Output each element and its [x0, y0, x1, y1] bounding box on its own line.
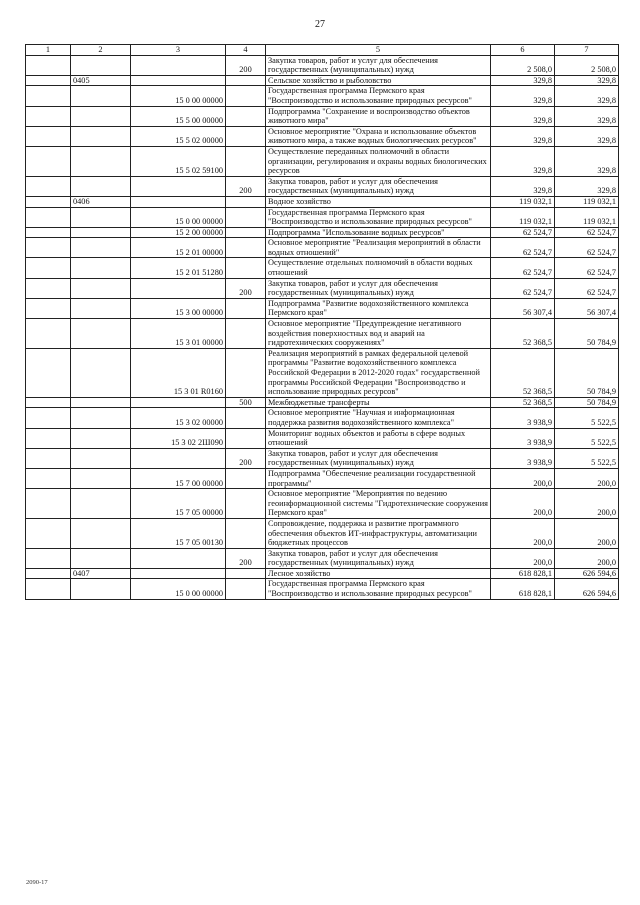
target-code: 15 3 01 R0160: [131, 348, 226, 397]
cell-col1: [26, 196, 71, 207]
item-name: Осуществление отдельных полномочий в области водных отношений: [266, 258, 491, 278]
cell-col1: [26, 258, 71, 278]
column-header: 7: [555, 45, 619, 56]
expense-type-code: [226, 106, 266, 126]
item-name: Сопровождение, поддержка и развитие программного обеспечения объектов ИТ-инфраструктуры, автоматизации бюджетных процессов: [266, 518, 491, 548]
amount-2018: 56 307,4: [491, 298, 555, 318]
amount-2019: 5 522,5: [555, 448, 619, 468]
target-code: 15 0 00 00000: [131, 579, 226, 599]
amount-2018: 2 508,0: [491, 55, 555, 75]
column-header: 6: [491, 45, 555, 56]
table-row: [26, 579, 619, 599]
amount-2019: 329,8: [555, 176, 619, 196]
amount-2019: 200,0: [555, 548, 619, 568]
expense-type-code: [226, 468, 266, 488]
amount-2019: 329,8: [555, 146, 619, 176]
expense-type-code: [226, 408, 266, 428]
amount-2019: 200,0: [555, 468, 619, 488]
target-code: [131, 55, 226, 75]
target-code: 15 0 00 00000: [131, 86, 226, 106]
expense-type-code: [226, 319, 266, 349]
target-code: [131, 75, 226, 86]
column-header: 5: [266, 45, 491, 56]
expense-type-code: [226, 518, 266, 548]
cell-col1: [26, 207, 71, 227]
amount-2018: 329,8: [491, 146, 555, 176]
target-code: 15 3 00 00000: [131, 298, 226, 318]
expense-type-code: [226, 227, 266, 238]
table-row: [26, 348, 619, 397]
item-name: Подпрограмма "Использование водных ресурсов": [266, 227, 491, 238]
target-code: [131, 278, 226, 298]
item-name: Лесное хозяйство: [266, 568, 491, 579]
section-code: 0406: [71, 196, 131, 207]
amount-2018: 119 032,1: [491, 196, 555, 207]
expense-type-code: 200: [226, 55, 266, 75]
expense-type-code: [226, 568, 266, 579]
section-code: [71, 278, 131, 298]
section-code: [71, 579, 131, 599]
cell-col1: [26, 448, 71, 468]
section-code: [71, 207, 131, 227]
section-code: [71, 298, 131, 318]
item-name: Государственная программа Пермского края "Воспроизводство и использование природных ресурсов": [266, 579, 491, 599]
cell-col1: [26, 126, 71, 146]
amount-2018: 329,8: [491, 86, 555, 106]
cell-col1: [26, 348, 71, 397]
cell-col1: [26, 298, 71, 318]
cell-col1: [26, 518, 71, 548]
amount-2018: 329,8: [491, 106, 555, 126]
target-code: 15 2 00 00000: [131, 227, 226, 238]
column-header: 2: [71, 45, 131, 56]
section-code: [71, 408, 131, 428]
amount-2018: 618 828,1: [491, 579, 555, 599]
expense-type-code: [226, 258, 266, 278]
expense-type-code: [226, 75, 266, 86]
table-row: [26, 176, 619, 196]
target-code: [131, 397, 226, 408]
amount-2019: 50 784,9: [555, 397, 619, 408]
section-code: 0405: [71, 75, 131, 86]
page-number: 27: [315, 19, 325, 30]
table-row: [26, 227, 619, 238]
amount-2018: 62 524,7: [491, 258, 555, 278]
amount-2018: 329,8: [491, 75, 555, 86]
expense-type-code: [226, 126, 266, 146]
cell-col1: [26, 468, 71, 488]
table-row: [26, 518, 619, 548]
table-row: [26, 75, 619, 86]
table-row: [26, 146, 619, 176]
cell-col1: [26, 278, 71, 298]
section-code: [71, 106, 131, 126]
cell-col1: [26, 408, 71, 428]
amount-2018: 329,8: [491, 126, 555, 146]
amount-2018: 62 524,7: [491, 227, 555, 238]
expense-type-code: [226, 196, 266, 207]
expense-type-code: 200: [226, 278, 266, 298]
cell-col1: [26, 227, 71, 238]
cell-col1: [26, 55, 71, 75]
section-code: [71, 489, 131, 519]
amount-2018: 618 828,1: [491, 568, 555, 579]
table-row: [26, 548, 619, 568]
item-name: Водное хозяйство: [266, 196, 491, 207]
table-row: [26, 207, 619, 227]
table-row: [26, 238, 619, 258]
item-name: Основное мероприятие "Мероприятия по ведению геоинформационной системы "Гидротехнические сооружения Пермского края": [266, 489, 491, 519]
expense-type-code: 200: [226, 548, 266, 568]
section-code: [71, 176, 131, 196]
section-code: [71, 448, 131, 468]
item-name: Мониторинг водных объектов и работы в сфере водных отношений: [266, 428, 491, 448]
column-header-row: [26, 45, 619, 56]
table-row: [26, 319, 619, 349]
target-code: [131, 568, 226, 579]
expense-type-code: [226, 86, 266, 106]
cell-col1: [26, 579, 71, 599]
target-code: 15 3 02 00000: [131, 408, 226, 428]
amount-2019: 62 524,7: [555, 238, 619, 258]
cell-col1: [26, 428, 71, 448]
item-name: Закупка товаров, работ и услуг для обеспечения государственных (муниципальных) нужд: [266, 55, 491, 75]
table-row: [26, 428, 619, 448]
table-row: [26, 196, 619, 207]
budget-table: [25, 44, 619, 600]
expense-type-code: [226, 348, 266, 397]
item-name: Закупка товаров, работ и услуг для обеспечения государственных (муниципальных) нужд: [266, 548, 491, 568]
cell-col1: [26, 176, 71, 196]
cell-col1: [26, 86, 71, 106]
section-code: [71, 55, 131, 75]
amount-2019: 50 784,9: [555, 319, 619, 349]
target-code: 15 7 05 00000: [131, 489, 226, 519]
item-name: Реализация мероприятий в рамках федеральной целевой программы "Развитие водохозяйственного комплекса Российской Федерации в 2012-2020 годах" государственной программы Российской Федерации "Воспроизводство и использование природных ресурсов": [266, 348, 491, 397]
table-row: [26, 489, 619, 519]
section-code: [71, 348, 131, 397]
table-row: [26, 298, 619, 318]
amount-2018: 52 368,5: [491, 348, 555, 397]
amount-2019: 50 784,9: [555, 348, 619, 397]
section-code: [71, 146, 131, 176]
item-name: Подпрограмма "Развитие водохозяйственного комплекса Пермского края": [266, 298, 491, 318]
expense-type-code: [226, 207, 266, 227]
cell-col1: [26, 75, 71, 86]
cell-col1: [26, 319, 71, 349]
section-code: [71, 238, 131, 258]
section-code: [71, 319, 131, 349]
footer-code: 2090-17: [26, 879, 48, 886]
table-row: [26, 258, 619, 278]
expense-type-code: [226, 489, 266, 519]
item-name: Государственная программа Пермского края "Воспроизводство и использование природных ресурсов": [266, 207, 491, 227]
amount-2018: 119 032,1: [491, 207, 555, 227]
expense-type-code: [226, 298, 266, 318]
amount-2019: 626 594,6: [555, 579, 619, 599]
item-name: Государственная программа Пермского края "Воспроизводство и использование природных ресурсов": [266, 86, 491, 106]
amount-2018: 200,0: [491, 548, 555, 568]
item-name: Осуществление переданных полномочий в области организации, регулирования и охраны водных биологических ресурсов: [266, 146, 491, 176]
section-code: [71, 397, 131, 408]
table-row: [26, 55, 619, 75]
target-code: 15 7 05 00130: [131, 518, 226, 548]
table-row: [26, 397, 619, 408]
target-code: 15 3 01 00000: [131, 319, 226, 349]
table-row: [26, 106, 619, 126]
table-row: [26, 448, 619, 468]
column-header: 3: [131, 45, 226, 56]
amount-2019: 329,8: [555, 86, 619, 106]
target-code: 15 2 01 00000: [131, 238, 226, 258]
section-code: [71, 518, 131, 548]
cell-col1: [26, 106, 71, 126]
item-name: Основное мероприятие "Реализация мероприятий в области водных отношений": [266, 238, 491, 258]
amount-2018: 62 524,7: [491, 278, 555, 298]
expense-type-code: 200: [226, 176, 266, 196]
section-code: [71, 428, 131, 448]
item-name: Основное мероприятие "Предупреждение негативного воздействия поверхностных вод и аварий на гидротехнических сооружениях": [266, 319, 491, 349]
target-code: 15 3 02 2Ш090: [131, 428, 226, 448]
cell-col1: [26, 397, 71, 408]
table-row: [26, 408, 619, 428]
amount-2018: 3 938,9: [491, 408, 555, 428]
section-code: [71, 227, 131, 238]
target-code: 15 5 02 00000: [131, 126, 226, 146]
amount-2019: 200,0: [555, 489, 619, 519]
amount-2019: 5 522,5: [555, 428, 619, 448]
target-code: [131, 196, 226, 207]
table-row: [26, 278, 619, 298]
section-code: [71, 258, 131, 278]
expense-type-code: 500: [226, 397, 266, 408]
target-code: [131, 548, 226, 568]
item-name: Закупка товаров, работ и услуг для обеспечения государственных (муниципальных) нужд: [266, 176, 491, 196]
amount-2018: 200,0: [491, 518, 555, 548]
table-row: [26, 468, 619, 488]
section-code: 0407: [71, 568, 131, 579]
amount-2018: 200,0: [491, 468, 555, 488]
column-header: 1: [26, 45, 71, 56]
table-row: [26, 126, 619, 146]
expense-type-code: [226, 428, 266, 448]
amount-2019: 329,8: [555, 75, 619, 86]
amount-2018: 52 368,5: [491, 397, 555, 408]
table-row: [26, 86, 619, 106]
target-code: 15 5 02 59100: [131, 146, 226, 176]
amount-2018: 3 938,9: [491, 448, 555, 468]
item-name: Подпрограмма "Обеспечение реализации государственной программы": [266, 468, 491, 488]
item-name: Подпрограмма "Сохранение и воспроизводство объектов животного мира": [266, 106, 491, 126]
cell-col1: [26, 146, 71, 176]
amount-2019: 56 307,4: [555, 298, 619, 318]
amount-2019: 2 508,0: [555, 55, 619, 75]
amount-2019: 62 524,7: [555, 258, 619, 278]
target-code: 15 2 01 51280: [131, 258, 226, 278]
amount-2018: 200,0: [491, 489, 555, 519]
target-code: 15 0 00 00000: [131, 207, 226, 227]
amount-2019: 329,8: [555, 106, 619, 126]
section-code: [71, 86, 131, 106]
target-code: 15 5 00 00000: [131, 106, 226, 126]
amount-2019: 62 524,7: [555, 278, 619, 298]
amount-2018: 52 368,5: [491, 319, 555, 349]
section-code: [71, 468, 131, 488]
item-name: Сельское хозяйство и рыболовство: [266, 75, 491, 86]
column-header: 4: [226, 45, 266, 56]
amount-2018: 329,8: [491, 176, 555, 196]
cell-col1: [26, 548, 71, 568]
expense-type-code: [226, 146, 266, 176]
item-name: Закупка товаров, работ и услуг для обеспечения государственных (муниципальных) нужд: [266, 278, 491, 298]
amount-2019: 5 522,5: [555, 408, 619, 428]
target-code: 15 7 00 00000: [131, 468, 226, 488]
item-name: Межбюджетные трансферты: [266, 397, 491, 408]
amount-2019: 119 032,1: [555, 196, 619, 207]
amount-2018: 62 524,7: [491, 238, 555, 258]
amount-2018: 3 938,9: [491, 428, 555, 448]
section-code: [71, 548, 131, 568]
amount-2019: 329,8: [555, 126, 619, 146]
amount-2019: 626 594,6: [555, 568, 619, 579]
item-name: Основное мероприятие "Охрана и использование объектов животного мира, а также водных биологических ресурсов": [266, 126, 491, 146]
amount-2019: 200,0: [555, 518, 619, 548]
cell-col1: [26, 489, 71, 519]
item-name: Основное мероприятие "Научная и информационная поддержка развития водохозяйственного комплекса": [266, 408, 491, 428]
expense-type-code: [226, 579, 266, 599]
target-code: [131, 448, 226, 468]
expense-type-code: [226, 238, 266, 258]
amount-2019: 62 524,7: [555, 227, 619, 238]
item-name: Закупка товаров, работ и услуг для обеспечения государственных (муниципальных) нужд: [266, 448, 491, 468]
cell-col1: [26, 568, 71, 579]
target-code: [131, 176, 226, 196]
cell-col1: [26, 238, 71, 258]
amount-2019: 119 032,1: [555, 207, 619, 227]
section-code: [71, 126, 131, 146]
expense-type-code: 200: [226, 448, 266, 468]
table-row: [26, 568, 619, 579]
